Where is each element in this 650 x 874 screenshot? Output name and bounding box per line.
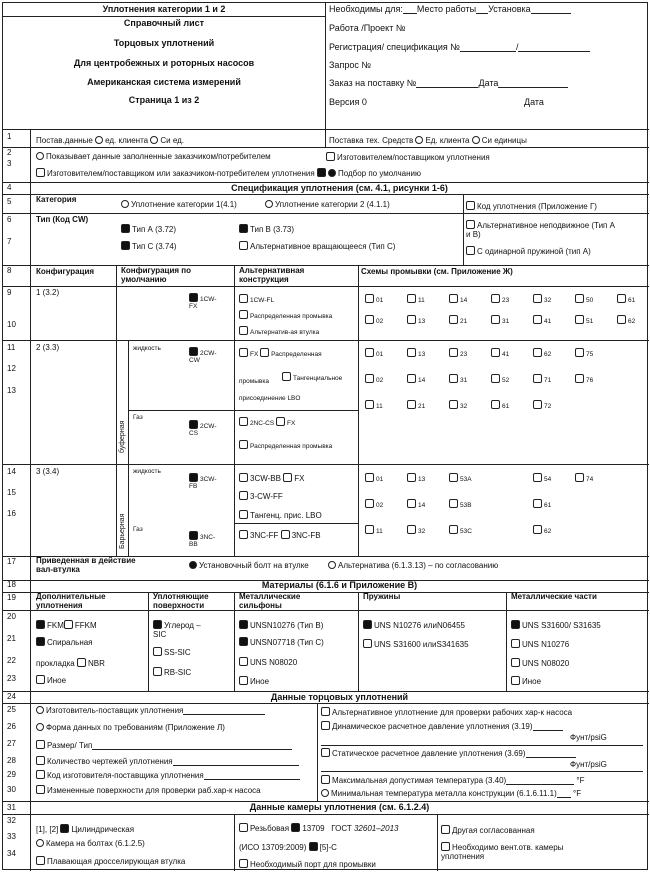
row-number-3: 3	[7, 159, 12, 168]
manufacturer-code[interactable]: Код изготовителя-поставщика уплотнения	[36, 770, 300, 781]
set-screw-option[interactable]: Установочный болт на втулке	[189, 561, 309, 571]
row-number-27: 27	[7, 739, 16, 748]
row-number-2: 2	[7, 148, 12, 157]
flush3-plan-62[interactable]: 62	[533, 525, 551, 535]
config-header: Конфигурация	[36, 267, 95, 276]
flush-plan-02[interactable]: 02	[365, 315, 383, 325]
si-units-radio[interactable]	[150, 136, 158, 144]
type-c-option[interactable]: Тип С (3.74)	[121, 241, 176, 252]
flush-plan-61[interactable]: 61	[617, 294, 635, 304]
flush2-plan-71[interactable]: 71	[533, 374, 551, 384]
flush-port-required[interactable]: Необходимый порт для промывки	[239, 859, 376, 870]
barrier-liquid-label: жидкость	[133, 468, 161, 475]
chamber-cylindrical[interactable]: [1], [2] Цилиндрическая	[36, 825, 135, 834]
row-number-16: 16	[7, 509, 16, 518]
customer-units-radio[interactable]	[95, 136, 103, 144]
flush-plan-21[interactable]: 21	[449, 315, 467, 325]
bellows-other[interactable]: Иное	[239, 676, 269, 687]
row-number-4: 4	[7, 183, 12, 192]
config-1: 1 (3.2)	[36, 288, 60, 297]
row-number-5: 5	[7, 197, 12, 206]
flush2-plan-31[interactable]: 31	[449, 374, 467, 384]
row-number-28: 28	[7, 756, 16, 765]
tech-supply[interactable]: Поставка тех. Средств Ед. клиента Си единицы	[329, 136, 527, 145]
row-number-20: 20	[7, 612, 16, 621]
flush2-plan-13[interactable]: 13	[407, 348, 425, 358]
seal-faces-header: Уплотняющие поверхности	[153, 592, 209, 610]
type-b-option[interactable]: Тип B (3.73)	[239, 224, 294, 235]
flush2-plan-75[interactable]: 75	[575, 348, 593, 358]
drive-sleeve-label: Приведенная в действие вал-втулка	[36, 556, 136, 574]
category-label: Категория	[36, 195, 77, 204]
flush2-plan-72[interactable]: 72	[533, 400, 551, 410]
supply-data[interactable]: Постав.данные ед. клиента Си ед.	[36, 136, 184, 145]
needed-for: Необходимы для: Место работы Установка	[329, 5, 571, 15]
flush3-plan-32[interactable]: 32	[407, 525, 425, 535]
size-type[interactable]: Размер/ Тип	[36, 740, 292, 751]
seal-code-option[interactable]: Код уплотнения (Приложение Г)	[466, 201, 597, 212]
flush2-plan-01[interactable]: 01	[365, 348, 383, 358]
sheet-category-title: Уплотнения категории 1 и 2	[102, 4, 226, 14]
face-carbon-sic[interactable]: Углерод – SIC	[153, 621, 201, 639]
default-2cw-cw[interactable]: 2CW- CW	[189, 347, 217, 364]
alt-stationary-option[interactable]: Альтернативное неподвижное (Тип А	[466, 220, 615, 231]
seal-manufacturer[interactable]: Изготовитель-поставщик уплотнения	[36, 706, 265, 716]
face-ss-sic[interactable]: SS-SIC	[153, 647, 191, 658]
row-number-15: 15	[7, 488, 16, 497]
material-spiral-gasket[interactable]: Спиральная	[36, 637, 93, 648]
row-number-7: 7	[7, 237, 12, 246]
row-number-23: 23	[7, 674, 16, 683]
flush-plan-50[interactable]: 50	[575, 294, 593, 304]
flush2-plan-52[interactable]: 52	[491, 374, 509, 384]
bellows-uns-n10276[interactable]: UNSN10276 (Тип В)	[239, 620, 323, 631]
tech-si-units-radio[interactable]	[472, 136, 480, 144]
alt-seal-test[interactable]: Альтернативное уплотнение для проверки рабочих хар-к насоса	[321, 707, 572, 718]
section-materials: Материалы (6.1.6 и Приложение В)	[261, 580, 418, 590]
bellows-uns-n08020[interactable]: UNS N08020	[239, 657, 297, 668]
flush3-plan-53a[interactable]: 53A	[449, 473, 472, 483]
max-temperature[interactable]: Максимальная допустимая температура (3.40) °F	[321, 775, 585, 786]
default-config-header: Конфигурация по умолчанию	[121, 266, 191, 284]
min-metal-temperature[interactable]: Минимальная температура металла конструкции (6.1.6.11.1) °F	[321, 789, 581, 799]
category-1-option[interactable]: Уплотнение категории 1(4.1)	[121, 200, 237, 210]
flush-plan-31[interactable]: 31	[491, 315, 509, 325]
flush3-plan-11[interactable]: 11	[365, 525, 383, 535]
row-number-26: 26	[7, 722, 16, 731]
drawing-count[interactable]: Количество чертежей уплотнения	[36, 756, 299, 767]
buffer-label: буферная	[119, 420, 126, 453]
dynamic-pressure-unit: Фунт/psiG	[570, 733, 607, 742]
row-number-14: 14	[7, 467, 16, 476]
material-other-1[interactable]: Иное	[36, 675, 66, 686]
version: Версия 0	[329, 97, 367, 107]
legend-either: Изготовителем/поставщиком или заказчиком-потребителем уплотнения Подбор по умолчанию	[36, 168, 421, 179]
flush3-plan-74[interactable]: 74	[575, 473, 593, 483]
registration-number[interactable]: Регистрация/ спецификация № /	[329, 43, 590, 53]
row-number-33: 33	[7, 832, 16, 841]
bellows-uns-n07718[interactable]: UNSN07718 (Тип С)	[239, 637, 324, 648]
version-date: Дата	[524, 97, 544, 107]
flush3-plan-53c[interactable]: 53C	[449, 525, 472, 535]
alt-tangential-lbo[interactable]: Тангенц. прис. LBO	[239, 510, 322, 521]
alt-flush-text: промывка	[239, 378, 269, 385]
material-gasket-nbr[interactable]: прокладка NBR	[36, 659, 105, 668]
seal-datasheet	[2, 2, 648, 870]
flush-plan-14[interactable]: 14	[449, 294, 467, 304]
header-line-3: Для центробежных и роторных насосов	[73, 58, 255, 68]
other-agreed[interactable]: Другая согласованная	[441, 825, 535, 836]
barrier-gas-label: Газ	[133, 526, 143, 533]
default-3cw-fb[interactable]: 3CW- FB	[189, 473, 217, 490]
spring-uns-s31600[interactable]: UNS S31600 илиS341635	[363, 639, 469, 650]
flush-plan-41[interactable]: 41	[533, 315, 551, 325]
alt-stationary-cont: и В)	[466, 230, 481, 239]
row-number-34: 34	[7, 849, 16, 858]
data-form[interactable]: Форма данных по требованиям (Приложение Л)	[36, 723, 225, 733]
metal-uns-n10276[interactable]: UNS N10276	[511, 639, 569, 650]
flush-plan-13[interactable]: 13	[407, 315, 425, 325]
section-chamber-data: Данные камеры уплотнения (см. 6.1.2.4)	[249, 802, 430, 812]
springs-header: Пружины	[363, 592, 401, 601]
flush-plan-11[interactable]: 11	[407, 294, 425, 304]
material-fkm[interactable]: FKM FFKM	[36, 620, 97, 631]
flush2-plan-02[interactable]: 02	[365, 374, 383, 384]
face-rb-sic[interactable]: RB-SIC	[153, 667, 191, 678]
header-line-2: Торцовых уплотнений	[113, 38, 215, 48]
alt-design-header: Альтернативная конструкция	[239, 266, 305, 284]
flush2-plan-76[interactable]: 76	[575, 374, 593, 384]
alt-3cw-bb[interactable]: 3CW-BB FX	[239, 473, 304, 484]
single-spring-option[interactable]: С одинарной пружиной (тип А)	[466, 246, 591, 257]
alt-1cw-fl[interactable]: 1CW-FL	[239, 294, 274, 304]
flush3-plan-54[interactable]: 54	[533, 473, 551, 483]
flush2-plan-23[interactable]: 23	[449, 348, 467, 358]
flush3-plan-53b[interactable]: 53B	[449, 499, 472, 509]
row-number-12: 12	[7, 364, 16, 373]
flush-plan-01[interactable]: 01	[365, 294, 383, 304]
row-number-10: 10	[7, 320, 16, 329]
row-number-31: 31	[7, 803, 16, 812]
flush2-plan-11[interactable]: 11	[365, 400, 383, 410]
flush-plan-62[interactable]: 62	[617, 315, 635, 325]
flush-plan-32[interactable]: 32	[533, 294, 551, 304]
flush2-plan-14[interactable]: 14	[407, 374, 425, 384]
row-number-30: 30	[7, 785, 16, 794]
chamber-threaded[interactable]: Резьбовая 13709 ГОСТ 32601–2013	[239, 823, 398, 834]
flush3-plan-13[interactable]: 13	[407, 473, 425, 483]
row-number-19: 19	[7, 593, 16, 602]
row-number-24: 24	[7, 692, 16, 701]
legend-customer: Показывает данные заполненные заказчиком/потребителем	[36, 152, 271, 162]
spring-uns-n10276[interactable]: UNS N10276 илиN06455	[363, 620, 465, 631]
static-pressure-unit: Фунт/psiG	[570, 760, 607, 769]
row-number-18: 18	[7, 580, 16, 589]
row-number-25: 25	[7, 705, 16, 714]
flush2-plan-61[interactable]: 61	[491, 400, 509, 410]
default-3nc-bb[interactable]: 3NC- BB	[189, 531, 215, 548]
chamber-vent[interactable]: Необходимо вент.отв. камеры уплотнения	[441, 843, 564, 861]
static-pressure[interactable]: Статическое расчетное давление уплотнения (3.69)	[321, 748, 576, 759]
flush-plan-23[interactable]: 23	[491, 294, 509, 304]
alt-tangential[interactable]: Тангенциальное	[282, 372, 342, 382]
default-1cw-fx[interactable]: 1CW- FX	[189, 293, 217, 310]
metal-other[interactable]: Иное	[511, 676, 541, 687]
alt-rotating-option[interactable]: Альтернативное вращающееся (Тип С)	[239, 241, 395, 252]
header-line-1: Справочный лист	[123, 18, 205, 28]
row-number-6: 6	[7, 215, 12, 224]
config-2: 2 (3.3)	[36, 343, 60, 352]
alt-2nc-cs[interactable]: 2NC-CS FX	[239, 417, 295, 427]
row-number-29: 29	[7, 770, 16, 779]
flush3-plan-61[interactable]: 61	[533, 499, 551, 509]
row-number-9: 9	[7, 288, 12, 297]
modified-faces[interactable]: Измененные поверхности для проверки раб.хар-к насоса	[36, 785, 261, 796]
flush-plans-header: Схемы промывки (см. Приложение Ж)	[361, 267, 513, 276]
row-number-22: 22	[7, 656, 16, 665]
order-number[interactable]: Заказ на поставку № Дата	[329, 79, 568, 89]
request-number[interactable]: Запрос №	[329, 60, 371, 70]
floating-bushing[interactable]: Плавающая дросселирующая втулка	[36, 856, 185, 867]
metal-uns-n08020[interactable]: UNS N08020	[511, 658, 569, 669]
barrier-label: Барьерная	[119, 513, 126, 549]
row-number-21: 21	[7, 634, 16, 643]
flush3-plan-01[interactable]: 01	[365, 473, 383, 483]
config-3: 3 (3.4)	[36, 467, 60, 476]
flush2-plan-62[interactable]: 62	[533, 348, 551, 358]
job-number[interactable]: Работа /Проект №	[329, 23, 406, 33]
row-number-17: 17	[7, 557, 16, 566]
type-label: Тип (Код CW)	[36, 215, 89, 224]
chamber-bolted[interactable]: Камера на болтах (6.1.2.5)	[36, 839, 145, 849]
row-number-32: 32	[7, 816, 16, 825]
dynamic-pressure[interactable]: Динамическое расчетное давление уплотнения (3.19)	[321, 721, 563, 732]
buffer-gas-label: Газ	[133, 414, 143, 421]
section-seal-spec: Спецификация уплотнения (см. 4.1, рисунки 1-6)	[231, 183, 448, 193]
row-number-8: 8	[7, 266, 12, 275]
row-number-11: 11	[7, 343, 16, 352]
metal-bellows-header: Металлические сильфоны	[239, 592, 301, 610]
alt-3nc-ff[interactable]: 3NC-FF 3NC-FB	[239, 530, 321, 541]
section-seal-data: Данные торцовых уплотнений	[270, 692, 409, 702]
header-line-4: Американская система измерений	[87, 77, 241, 87]
flush3-plan-02[interactable]: 02	[365, 499, 383, 509]
metal-uns-s31600[interactable]: UNS S31600/ S31635	[511, 620, 601, 631]
alt-fx-distributed[interactable]: FX Распределенная	[239, 348, 322, 358]
row-number-1: 1	[7, 132, 12, 141]
flush2-plan-41[interactable]: 41	[491, 348, 509, 358]
alt-distributed-flush[interactable]: Распределенная промывка	[239, 310, 332, 320]
buffer-liquid-label: жидкость	[133, 345, 161, 352]
header-line-5: Страница 1 из 2	[128, 95, 200, 105]
default-2cw-cs[interactable]: 2CW- CS	[189, 420, 217, 437]
iso-reference: (ИСО 13709:2009) [5]-C	[239, 843, 337, 852]
alt-distributed-flush-2[interactable]: Распределенная промывка	[239, 440, 332, 450]
flush3-plan-14[interactable]: 14	[407, 499, 425, 509]
type-a-option[interactable]: Тип А (3.72)	[121, 224, 176, 235]
flush2-plan-21[interactable]: 21	[407, 400, 425, 410]
legend-manufacturer: Изготовителем/поставщиком уплотнения	[326, 152, 490, 163]
metal-parts-header: Металлические части	[511, 592, 597, 601]
alt-lbo-text: присоединение LBO	[239, 395, 301, 402]
secondary-seals-header: Дополнительные уплотнения	[36, 592, 106, 610]
flush-plan-51[interactable]: 51	[575, 315, 593, 325]
row-number-13: 13	[7, 386, 16, 395]
tech-customer-units-radio[interactable]	[415, 136, 423, 144]
flush2-plan-32[interactable]: 32	[449, 400, 467, 410]
category-2-option[interactable]: Уплотнение категории 2 (4.1.1)	[265, 200, 390, 210]
alt-3cw-ff[interactable]: 3-CW-FF	[239, 491, 283, 502]
alt-sleeve[interactable]: Альтернатив-ая втулка	[239, 326, 319, 336]
drive-alternative-option[interactable]: Альтернатива (6.1.3.13) – по согласованию	[328, 561, 498, 571]
